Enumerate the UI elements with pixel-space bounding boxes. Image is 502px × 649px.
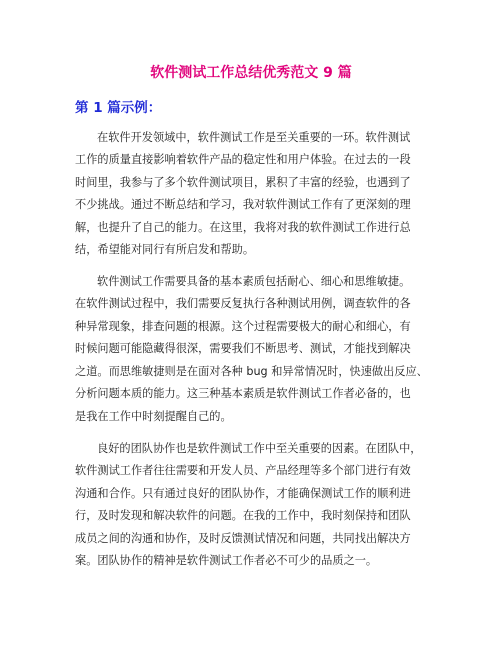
paragraph-line: 时候问题可能隐藏得很深，需要我们不断思考、测试，才能找到解决 [75,342,411,355]
document-title: 软件测试工作总结优秀范文 9 篇 [150,65,352,81]
paragraph-line: 良好的团队协作也是软件测试工作中至关重要的因素。在团队中， [97,442,422,455]
paragraph-line: 分析问题本质的能力。这三种基本素质是软件测试工作者必备的，也 [75,387,411,400]
paragraph-line: 结，希望能对同行有所启发和帮助。 [75,243,255,256]
paragraph-line: 沟通和合作。只有通过良好的团队协作，才能确保测试工作的顺利进 [75,487,411,500]
paragraph-line: 成员之间的沟通和协作，及时反馈测试情况和问题，共同找出解决方 [75,532,411,545]
section-heading: 第 1 篇示例： [75,100,162,116]
paragraph-line: 时间里，我参与了多个软件测试项目，累积了丰富的经验，也遇到了 [75,176,411,189]
paragraph-line: 在软件测试过程中，我们需要反复执行各种测试用例，调查软件的各 [75,297,411,310]
paragraph-line: 软件测试工作者往往需要和开发人员、产品经理等多个部门进行有效 [75,464,411,477]
paragraph-line: 不少挑战。通过不断总结和学习，我对软件测试工作有了更深刻的理 [75,198,411,211]
paragraph-line: 在软件开发领域中，软件测试工作是至关重要的一环。软件测试 [97,131,411,144]
paragraph-line: 案。团队协作的精神是软件测试工作者必不可少的品质之一。 [75,554,378,567]
paragraph-line: 工作的质量直接影响着软件产品的稳定性和用户体验。在过去的一段 [75,153,411,166]
paragraph-line: 解，也提升了自己的能力。在这里，我将对我的软件测试工作进行总 [75,221,411,234]
paragraph-line: 之道。而思维敏捷则是在面对各种 bug 和异常情况时，快速做出反应、 [75,365,428,378]
paragraph-line: 是我在工作中时刻提醒自己的。 [75,410,232,423]
paragraph-line: 软件测试工作需要具备的基本素质包括耐心、细心和思维敏捷。 [97,275,411,288]
paragraph-line: 行，及时发现和解决软件的问题。在我的工作中，我时刻保持和团队 [75,509,411,522]
paragraph-line: 种异常现象，排查问题的根源。这个过程需要极大的耐心和细心，有 [75,320,411,333]
